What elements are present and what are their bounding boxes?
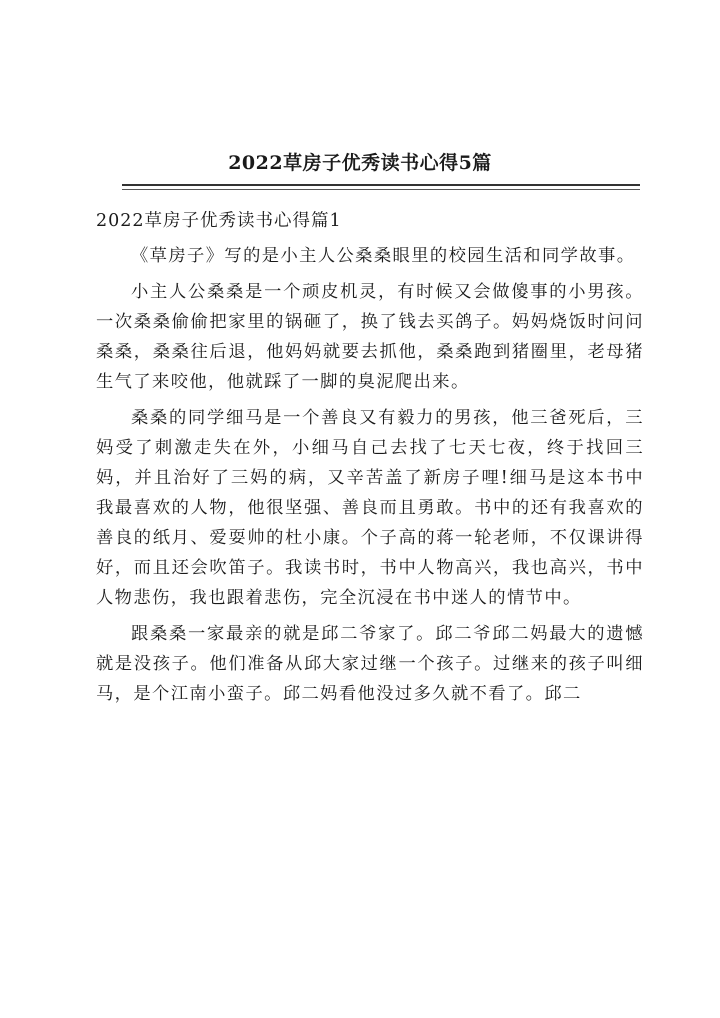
paragraph: 《草房子》写的是小主人公桑桑眼里的校园生活和同学故事。 [131,246,636,266]
paragraph: 跟桑桑一家最亲的就是邱二爷家了。邱二爷邱二妈最大的遗憾就是没孩子。他们准备从邱大家过继一个孩子。过继来的孩子叫细马，是个江南小蛮子。邱二妈看他没过多久就不看了。邱二 [96,624,644,704]
paragraph: 桑桑的同学细马是一个善良又有毅力的男孩，他三爸死后，三妈受了刺激走失在外，小细马自己去找了七天七夜，终于找回三妈，并且治好了三妈的病，又辛苦盖了新房子哩!细马是这本书中我最喜欢的人物，他很坚强、善良而且勇敢。书中的还有我喜欢的善良的纸月、爱耍帅的杜小康。个子高的蒋一轮老师，不仅课讲得好，而且还会吹笛子。我读书时，书中人物高兴，我也高兴，书中人物悲伤，我也跟着悲伤，完全沉浸在书中迷人的情节中。 [96,408,644,608]
document-title: 2022草房子优秀读书心得5篇 [228,152,492,174]
document-body [96,241,644,715]
title-divider [122,184,640,186]
section-heading: 2022草房子优秀读书心得篇1 [96,211,342,231]
paragraph: 小主人公桑桑是一个顽皮机灵，有时候又会做傻事的小男孩。一次桑桑偷偷把家里的锅砸了，换了钱去买鸽子。妈妈烧饭时问问桑桑，桑桑往后退，他妈妈就要去抓他，桑桑跑到猪圈里，老母猪生气了来咬他，他就踩了一脚的臭泥爬出来。 [96,282,644,392]
title-divider-thin [122,189,640,190]
